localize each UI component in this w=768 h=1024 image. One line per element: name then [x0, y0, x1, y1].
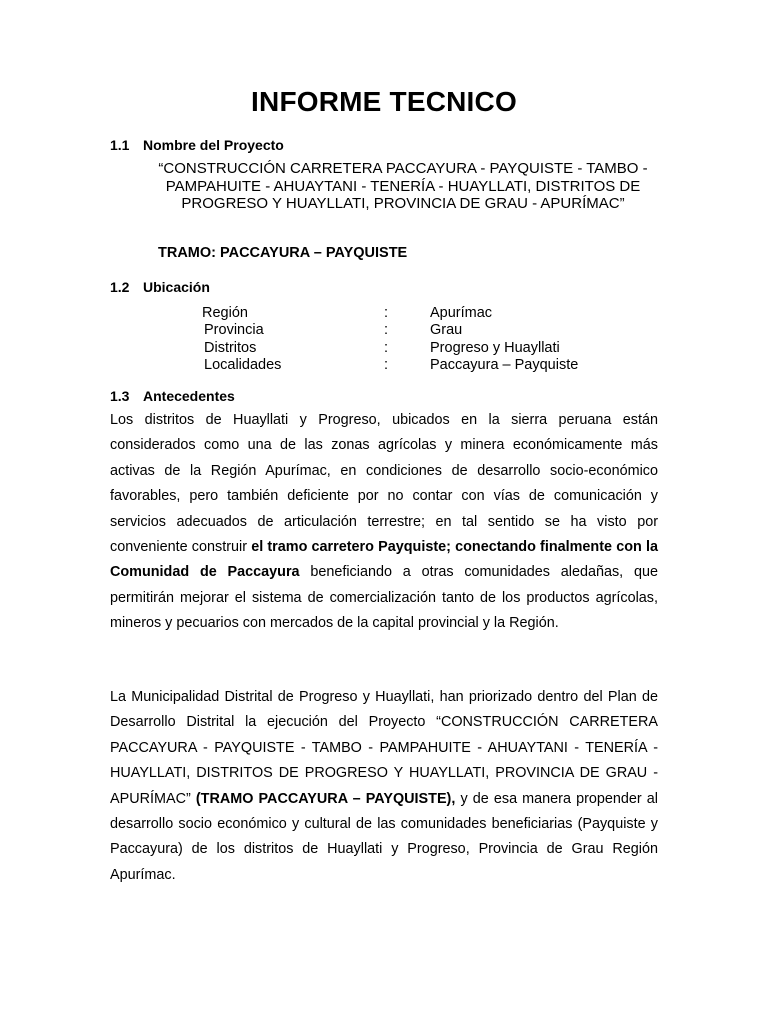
location-separator: :: [384, 339, 389, 356]
location-value: Progreso y Huayllati: [430, 339, 560, 356]
antecedentes-paragraph-1: [110, 408, 658, 637]
section-title: Antecedentes: [143, 388, 235, 404]
paragraph-bold-text: (TRAMO PACCAYURA – PAYQUISTE),: [195, 790, 456, 807]
table-row: [202, 322, 578, 339]
paragraph-bold-text: el tramo carretero Payquiste; conectando finalmente con la Comunidad de Paccayura: [110, 539, 658, 581]
location-separator: :: [384, 322, 389, 339]
paragraph-text: y de esa manera propender al desarrollo socio económico y cultural de las comunidades beneficiarias (Payquiste y Paccayura) de los distritos de Huayllati y Progreso, Provincia de Grau Región Apurímac.: [110, 790, 659, 883]
paragraph-text: beneficiando a otras comunidades aledañas, que permitirán mejorar el sistema de comercialización tanto de los productos agrícolas, mineros y pecuarios con mercados de la capital provincial y la Región.: [110, 564, 658, 632]
section-number: 1.1: [110, 137, 130, 153]
location-value: Paccayura – Payquiste: [430, 356, 579, 373]
location-separator: :: [384, 356, 389, 373]
section-1-3-heading: [110, 388, 235, 404]
antecedentes-paragraph-2: [110, 685, 658, 888]
section-1-2-heading: [110, 279, 210, 295]
location-label: Distritos: [204, 339, 257, 356]
project-name: “CONSTRUCCIÓN CARRETERA PACCAYURA - PAYQUISTE - TAMBO - PAMPAHUITE - AHUAYTANI - TENERÍA - HUAYLLATI, DISTRITOS DE PROGRESO Y HUAYLLATI, PROVINCIA DE GRAU - APURÍMAC”: [158, 160, 648, 212]
section-number: 1.3: [110, 388, 130, 404]
table-row: [202, 357, 578, 374]
section-number: 1.2: [110, 279, 130, 295]
paragraph-text: Los distritos de Huayllati y Progreso, ubicados en la sierra peruana están considerados como una de las zonas agrícolas y minera económicamente más activas de la Región Apurímac, en condiciones de desarrollo socio-económico favorables, pero también deficiente por no contar con vías de comunicación y servicios adecuados de articulación terrestre; en tal sentido se ha visto por conveniente construir: [110, 412, 658, 556]
location-separator: :: [384, 305, 389, 321]
paragraph-text: La Municipalidad Distrital de Progreso y Huayllati, han priorizado dentro del Plan de Desarrollo Distrital la ejecución del Proyecto “CONSTRUCCIÓN CARRETERA PACCAYURA - PAYQUISTE - TAMBO - PAMPAHUITE - AHUAYTANI - TENERÍA - HUAYLLATI, DISTRITOS DE PROGRESO Y HUAYLLATI, PROVINCIA DE GRAU - APURÍMAC”: [110, 689, 658, 807]
section-title: Ubicación: [143, 279, 210, 295]
location-value: Apurímac: [430, 305, 493, 321]
location-label: Provincia: [204, 322, 264, 339]
document-title: INFORME TECNICO: [251, 86, 517, 117]
location-table: [202, 305, 578, 374]
location-label: Localidades: [204, 356, 282, 373]
location-label: Región: [202, 305, 248, 321]
section-title: Nombre del Proyecto: [143, 137, 284, 153]
tramo-label: TRAMO: PACCAYURA – PAYQUISTE: [158, 245, 408, 261]
location-value: Grau: [430, 322, 463, 339]
table-row: [202, 340, 578, 357]
section-1-1-heading: [110, 137, 284, 153]
table-row: [202, 305, 578, 322]
